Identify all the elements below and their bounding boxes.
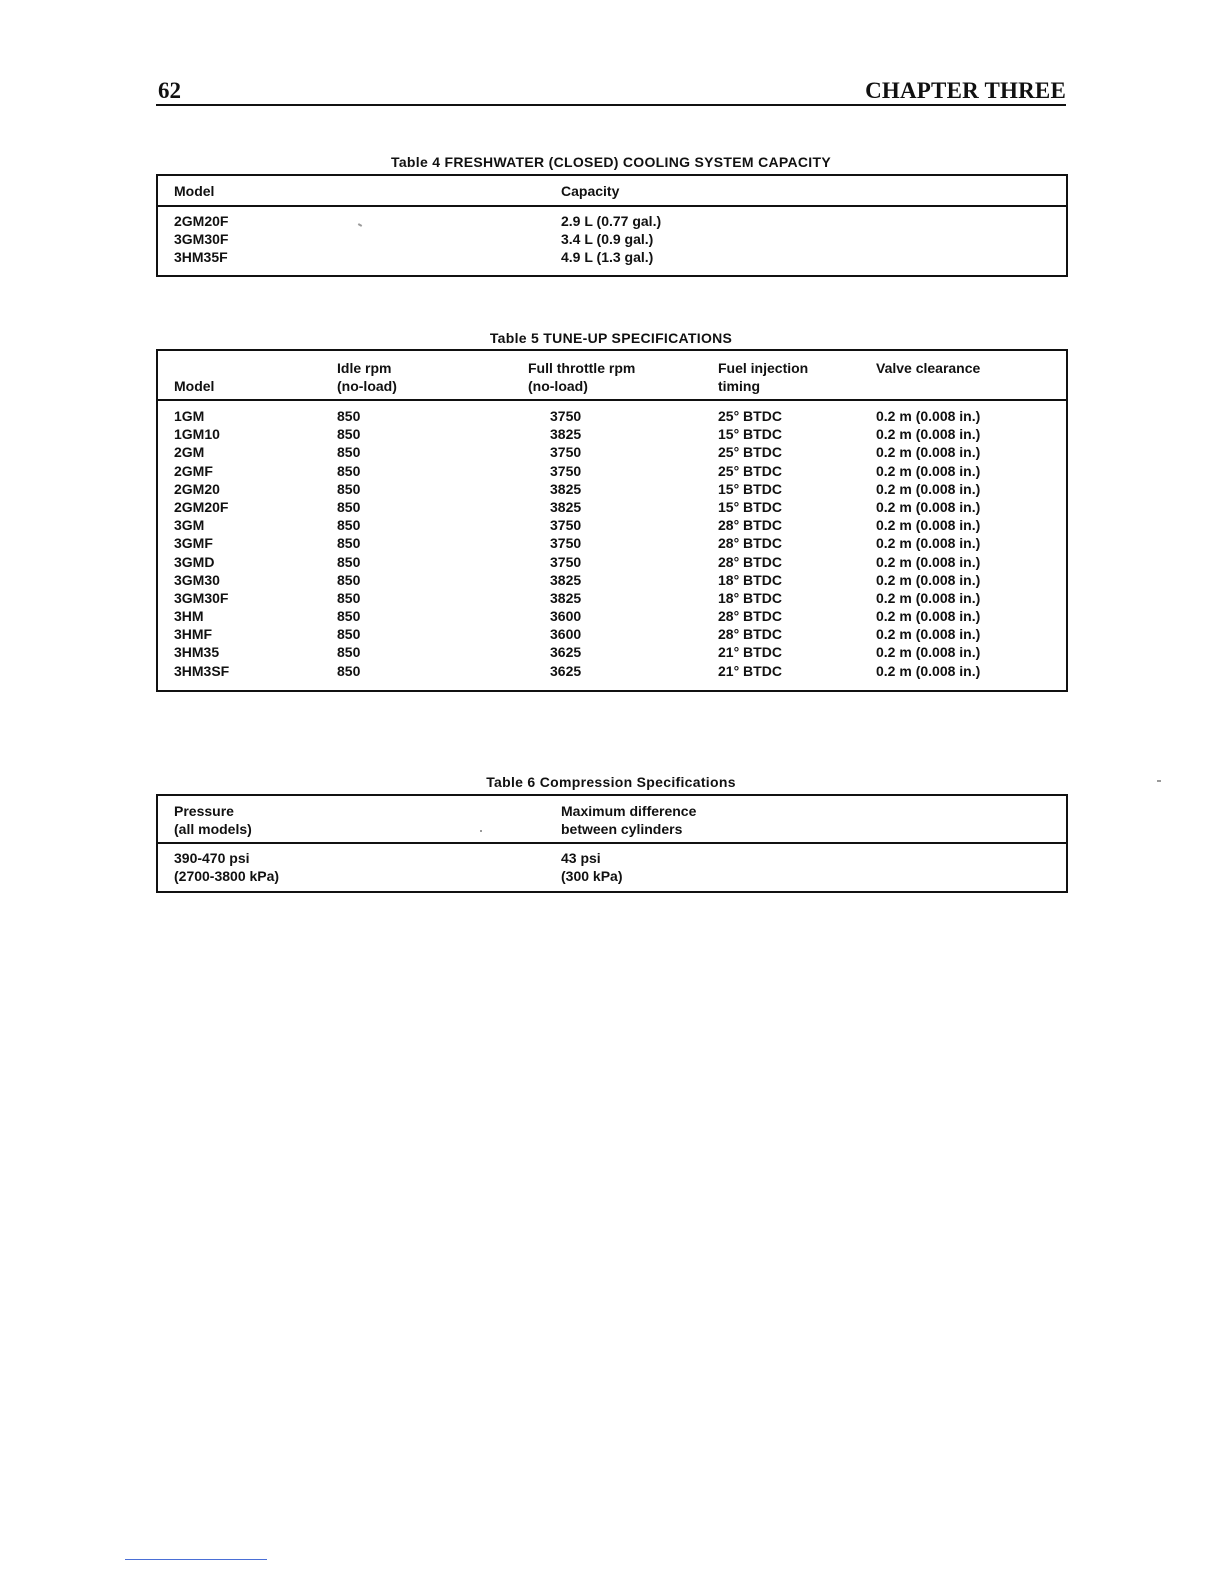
table-row bbox=[158, 589, 1066, 607]
cell-idle-rpm: 850 bbox=[337, 571, 361, 588]
cell-injection-timing: 28° BTDC bbox=[718, 535, 782, 552]
table-row bbox=[158, 407, 1066, 425]
cell-full-throttle-rpm: 3600 bbox=[550, 608, 582, 625]
cell-idle-rpm: 850 bbox=[337, 608, 361, 625]
cell-idle-rpm: 850 bbox=[337, 498, 361, 515]
table4-col-model: Model bbox=[174, 183, 215, 199]
cell-full-throttle-rpm: 3825 bbox=[550, 571, 582, 588]
cell-valve-clearance: 0.2 m (0.008 in.) bbox=[876, 498, 981, 515]
cell-model: 3HM3SF bbox=[174, 662, 230, 679]
cell-full-throttle-rpm: 3600 bbox=[550, 626, 582, 643]
cell-model: 1GM bbox=[174, 408, 205, 424]
table-row bbox=[158, 625, 1066, 643]
table-row bbox=[158, 643, 1066, 661]
cell-injection-timing: 21° BTDC bbox=[718, 644, 782, 661]
cell-model: 3HM bbox=[174, 608, 204, 625]
cell-injection-timing: 18° BTDC bbox=[718, 589, 782, 606]
cell-injection-timing: 15° BTDC bbox=[718, 426, 782, 443]
cell-pressure: (2700-3800 kPa) bbox=[174, 868, 280, 885]
cell-full-throttle-rpm: 3825 bbox=[550, 480, 582, 497]
cell-full-throttle-rpm: 3825 bbox=[550, 498, 582, 515]
cell-model: 3GM30F bbox=[174, 231, 229, 248]
cell-idle-rpm: 850 bbox=[337, 444, 361, 461]
scan-speck bbox=[1157, 780, 1161, 782]
cell-injection-timing: 28° BTDC bbox=[718, 608, 782, 625]
cell-model: 1GM10 bbox=[174, 426, 220, 443]
cell-max-difference: (300 kPa) bbox=[561, 868, 623, 885]
table-row bbox=[158, 571, 1066, 589]
page-number: 62 bbox=[158, 78, 181, 103]
table5-col-full-throttle: Full throttle rpm (no-load) bbox=[528, 360, 636, 394]
cell-full-throttle-rpm: 3625 bbox=[550, 662, 582, 679]
cell-idle-rpm: 850 bbox=[337, 553, 361, 570]
cell-idle-rpm: 850 bbox=[337, 480, 361, 497]
cell-idle-rpm: 850 bbox=[337, 662, 361, 679]
cell-model: 3GMD bbox=[174, 553, 215, 570]
table5-header bbox=[158, 351, 1066, 401]
cell-model: 2GMF bbox=[174, 462, 213, 479]
cell-full-throttle-rpm: 3750 bbox=[550, 408, 582, 424]
table-row bbox=[158, 553, 1066, 571]
table4-header bbox=[158, 176, 1066, 207]
cell-model: 2GM bbox=[174, 444, 205, 461]
table6-col-max-difference: Maximum difference between cylinders bbox=[561, 803, 697, 837]
table-row bbox=[158, 443, 1066, 461]
cell-full-throttle-rpm: 3825 bbox=[550, 426, 582, 443]
cell-valve-clearance: 0.2 m (0.008 in.) bbox=[876, 517, 981, 534]
footer-rule bbox=[125, 1559, 267, 1560]
cell-valve-clearance: 0.2 m (0.008 in.) bbox=[876, 589, 981, 606]
cell-model: 2GM20F bbox=[174, 213, 229, 229]
cell-full-throttle-rpm: 3750 bbox=[550, 517, 582, 534]
table5-col-idle-rpm: Idle rpm (no-load) bbox=[337, 360, 397, 394]
table-row bbox=[158, 662, 1066, 680]
cell-model: 3HM35F bbox=[174, 249, 228, 266]
cell-idle-rpm: 850 bbox=[337, 589, 361, 606]
cell-model: 3HMF bbox=[174, 626, 213, 643]
cell-injection-timing: 25° BTDC bbox=[718, 408, 782, 424]
table6 bbox=[156, 794, 1068, 893]
table6-header bbox=[158, 796, 1066, 844]
table4-title: Table 4 FRESHWATER (CLOSED) COOLING SYSTEM CAPACITY bbox=[391, 154, 831, 170]
table-row bbox=[158, 230, 1066, 248]
scan-speck bbox=[480, 830, 482, 832]
page-header bbox=[156, 78, 1066, 106]
cell-injection-timing: 28° BTDC bbox=[718, 553, 782, 570]
cell-idle-rpm: 850 bbox=[337, 517, 361, 534]
chapter-title: CHAPTER THREE bbox=[865, 78, 1066, 103]
cell-injection-timing: 15° BTDC bbox=[718, 498, 782, 515]
table5-col-injection-timing: Fuel injection timing bbox=[718, 360, 809, 394]
cell-idle-rpm: 850 bbox=[337, 535, 361, 552]
cell-valve-clearance: 0.2 m (0.008 in.) bbox=[876, 626, 981, 643]
cell-injection-timing: 25° BTDC bbox=[718, 462, 782, 479]
cell-valve-clearance: 0.2 m (0.008 in.) bbox=[876, 644, 981, 661]
cell-injection-timing: 15° BTDC bbox=[718, 480, 782, 497]
cell-injection-timing: 18° BTDC bbox=[718, 571, 782, 588]
cell-valve-clearance: 0.2 m (0.008 in.) bbox=[876, 408, 981, 424]
cell-valve-clearance: 0.2 m (0.008 in.) bbox=[876, 426, 981, 443]
table-row bbox=[158, 516, 1066, 534]
table5-title: Table 5 TUNE-UP SPECIFICATIONS bbox=[489, 330, 733, 346]
table-row bbox=[158, 607, 1066, 625]
cell-full-throttle-rpm: 3625 bbox=[550, 644, 582, 661]
cell-model: 3GM30F bbox=[174, 589, 229, 606]
table6-col-pressure: Pressure (all models) bbox=[174, 803, 252, 837]
cell-injection-timing: 21° BTDC bbox=[718, 662, 782, 679]
table-row bbox=[158, 248, 1066, 266]
cell-capacity: 4.9 L (1.3 gal.) bbox=[561, 249, 654, 266]
cell-idle-rpm: 850 bbox=[337, 626, 361, 643]
table-row bbox=[158, 212, 1066, 230]
cell-full-throttle-rpm: 3750 bbox=[550, 462, 582, 479]
table4-body bbox=[158, 207, 1066, 267]
table6-body bbox=[158, 844, 1066, 885]
cell-valve-clearance: 0.2 m (0.008 in.) bbox=[876, 480, 981, 497]
cell-model: 2GM20 bbox=[174, 480, 220, 497]
cell-model: 2GM20F bbox=[174, 498, 229, 515]
table-row bbox=[158, 867, 1066, 885]
table4 bbox=[156, 174, 1068, 277]
cell-valve-clearance: 0.2 m (0.008 in.) bbox=[876, 553, 981, 570]
cell-full-throttle-rpm: 3825 bbox=[550, 589, 582, 606]
table-row bbox=[158, 462, 1066, 480]
table-row bbox=[158, 498, 1066, 516]
table-row bbox=[158, 480, 1066, 498]
cell-valve-clearance: 0.2 m (0.008 in.) bbox=[876, 444, 981, 461]
cell-model: 3HM35 bbox=[174, 644, 220, 661]
cell-injection-timing: 28° BTDC bbox=[718, 517, 782, 534]
cell-max-difference: 43 psi bbox=[561, 850, 601, 866]
cell-valve-clearance: 0.2 m (0.008 in.) bbox=[876, 571, 981, 588]
table-row bbox=[158, 849, 1066, 867]
table-row bbox=[158, 425, 1066, 443]
table-row bbox=[158, 534, 1066, 552]
cell-model: 3GMF bbox=[174, 535, 213, 552]
cell-idle-rpm: 850 bbox=[337, 644, 361, 661]
cell-model: 3GM30 bbox=[174, 571, 220, 588]
table5-body bbox=[158, 401, 1066, 680]
cell-model: 3GM bbox=[174, 517, 205, 534]
cell-injection-timing: 25° BTDC bbox=[718, 444, 782, 461]
table5-col-valve-clearance: Valve clearance bbox=[876, 360, 981, 376]
cell-full-throttle-rpm: 3750 bbox=[550, 535, 582, 552]
cell-pressure: 390-470 psi bbox=[174, 850, 250, 866]
cell-valve-clearance: 0.2 m (0.008 in.) bbox=[876, 662, 981, 679]
cell-idle-rpm: 850 bbox=[337, 408, 361, 424]
cell-valve-clearance: 0.2 m (0.008 in.) bbox=[876, 462, 981, 479]
cell-injection-timing: 28° BTDC bbox=[718, 626, 782, 643]
cell-capacity: 3.4 L (0.9 gal.) bbox=[561, 231, 654, 248]
cell-valve-clearance: 0.2 m (0.008 in.) bbox=[876, 535, 981, 552]
cell-full-throttle-rpm: 3750 bbox=[550, 444, 582, 461]
cell-idle-rpm: 850 bbox=[337, 462, 361, 479]
table5-col-model: Model bbox=[174, 378, 215, 394]
table4-col-capacity: Capacity bbox=[561, 183, 620, 199]
table6-title: Table 6 Compression Specifications bbox=[486, 774, 736, 790]
cell-full-throttle-rpm: 3750 bbox=[550, 553, 582, 570]
table5 bbox=[156, 349, 1068, 692]
cell-idle-rpm: 850 bbox=[337, 426, 361, 443]
cell-capacity: 2.9 L (0.77 gal.) bbox=[561, 213, 662, 229]
cell-valve-clearance: 0.2 m (0.008 in.) bbox=[876, 608, 981, 625]
